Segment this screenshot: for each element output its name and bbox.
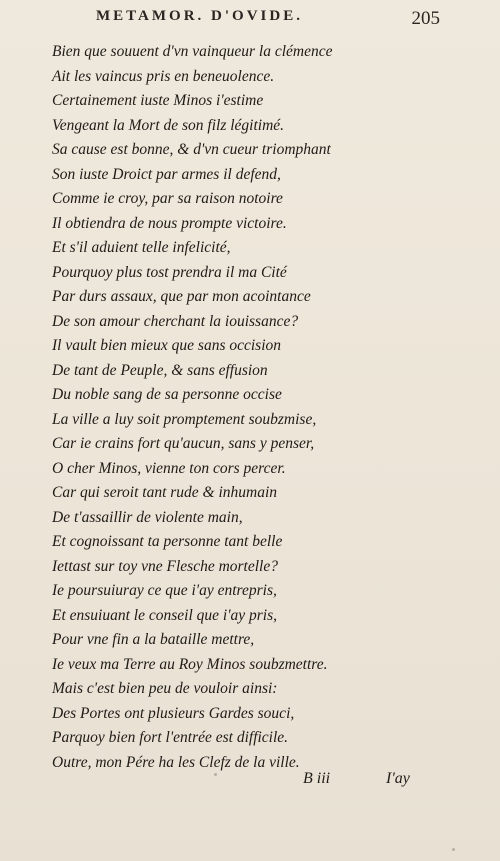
- verse-line: Car qui seroit tant rude & inhumain: [52, 484, 278, 501]
- verse-line: La ville a luy soit promptement soubzmise,: [52, 410, 317, 428]
- verse-line: Car ie crains fort qu'aucun, sans y penser,: [52, 435, 315, 452]
- verse-line: Du noble sang de sa personne occise: [52, 386, 282, 403]
- verse-line: Comme ie croy, par sa raison notoire: [52, 190, 283, 207]
- verse-line: Vengeant la Mort de son filz légitimé.: [52, 116, 285, 134]
- page-footer: [0, 770, 500, 800]
- page-header: [96, 8, 440, 34]
- verse-line: Par durs assaux, que par mon acointance: [52, 288, 311, 305]
- verse-line: O cher Minos, vienne ton cors percer.: [52, 459, 286, 477]
- catchword: I'ay: [386, 770, 410, 787]
- verse-line: Et cognoissant ta personne tant belle: [52, 533, 283, 550]
- verse-line: De t'assaillir de violente main,: [52, 508, 243, 526]
- signature-mark: B iii: [303, 770, 331, 787]
- verse-line: Mais c'est bien peu de vouloir ainsi:: [52, 680, 278, 697]
- verse-line: Pourquoy plus tost prendra il ma Cité: [52, 263, 287, 281]
- verse-line: Certainement iuste Minos i'estime: [52, 92, 264, 109]
- verse-block: [52, 40, 333, 775]
- verse-line: Et s'il aduient telle infelicité,: [52, 239, 231, 256]
- verse-line: Il vault bien mieux que sans occision: [52, 337, 282, 354]
- verse-line: Son iuste Droict par armes il defend,: [52, 165, 281, 183]
- verse-line: Et ensuiuant le conseil que i'ay pris,: [52, 606, 278, 624]
- verse-line: Iettast sur toy vne Flesche mortelle?: [52, 557, 278, 575]
- verse-line: Ait les vaincus pris en beneuolence.: [52, 67, 275, 85]
- verse-line: Outre, mon Pére ha les Clefz de la ville.: [52, 753, 300, 771]
- paper-speck: [214, 773, 217, 776]
- verse-line: Des Portes ont plusieurs Gardes souci,: [52, 704, 295, 722]
- page-number: 205: [411, 8, 440, 29]
- paper-speck: [452, 848, 455, 851]
- verse-line: Parquoy bien fort l'entrée est difficile.: [52, 729, 289, 746]
- verse-line: De tant de Peuple, & sans effusion: [52, 361, 268, 379]
- verse-line: De son amour cherchant la iouissance?: [52, 312, 299, 330]
- verse-line: Il obtiendra de nous prompte victoire.: [52, 214, 287, 232]
- verse-line: Ie veux ma Terre au Roy Minos soubzmettre.: [52, 655, 328, 673]
- verse-line: Ie poursuiuray ce que i'ay entrepris,: [52, 582, 277, 599]
- verse-line: Bien que souuent d'vn vainqueur la clémence: [52, 43, 333, 60]
- verse-line: Sa cause est bonne, & d'vn cueur triomphant: [52, 141, 331, 158]
- verse-line: Pour vne fin a la bataille mettre,: [52, 631, 255, 648]
- running-head: METAMOR. D'OVIDE.: [96, 8, 303, 24]
